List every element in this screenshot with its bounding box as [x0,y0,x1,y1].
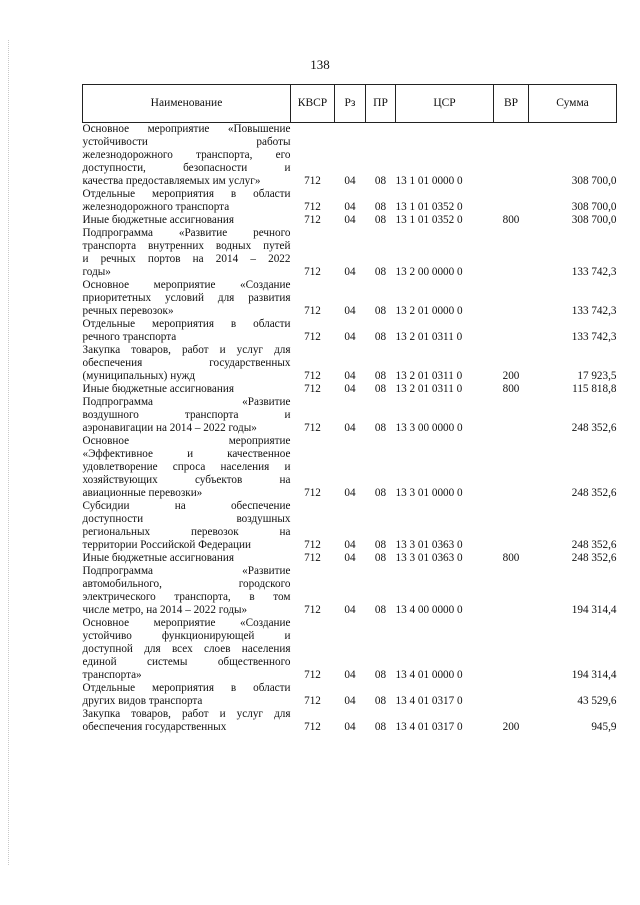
row-vr: 800 [502,383,520,395]
row-vr [494,396,529,435]
row-name-line: Подпрограмма «Развитие [82,565,291,577]
row-vr [494,318,529,344]
row-vr [494,123,529,189]
row-name-line: железнодорожного транспорта, его [82,149,291,161]
row-name-line: Иные бюджетные ассигнования [82,214,234,226]
row-vr: 200 [502,370,520,382]
row-kvsr: 712 [304,552,321,564]
row-name-line: Подпрограмма «Развитие [82,396,291,408]
row-rz: 04 [344,422,356,434]
row-name-line: транспорта внутренних водных путей [82,240,291,252]
row-kvsr: 712 [304,201,321,213]
row-vr [494,617,529,682]
row-name [83,617,291,682]
row-sum: 133 742,3 [571,266,617,278]
row-name [83,279,291,318]
row-vr: 200 [502,721,520,733]
row-name-line: удовлетворение спроса населения и [82,461,291,473]
row-kvsr: 712 [304,695,321,707]
table-row [83,565,617,617]
table-row [83,123,617,189]
table-row [83,383,617,396]
row-csr: 13 4 00 0000 0 [395,604,463,616]
table-row [83,279,617,318]
row-name-line: территории Российской Федерации [82,539,251,551]
row-sum: 133 742,3 [571,331,617,343]
row-rz: 04 [344,721,356,733]
row-name-line: Отдельные мероприятия в области [82,682,291,694]
row-name [83,227,291,279]
header-pr: ПР [366,85,396,123]
row-name [83,123,291,189]
row-name [83,682,291,708]
row-rz: 04 [344,552,356,564]
table-row [83,435,617,500]
row-vr [494,188,529,214]
row-name-line: хозяйствующих субъектов на [82,474,291,486]
row-name [83,318,291,344]
row-sum: 17 923,5 [577,370,617,382]
row-kvsr: 712 [304,370,321,382]
row-pr: 08 [374,214,387,226]
table-row [83,552,617,565]
row-name-line: Закупка товаров, работ и услуг для [82,344,291,356]
row-sum: 308 700,0 [571,175,617,187]
row-pr: 08 [374,552,387,564]
row-csr: 13 3 01 0000 0 [395,487,463,499]
row-name-line: Подпрограмма «Развитие речного [82,227,291,239]
row-kvsr: 712 [304,604,321,616]
row-name [83,708,291,734]
table-row [83,318,617,344]
row-rz: 04 [344,695,356,707]
row-name-line: Отдельные мероприятия в области [82,318,291,330]
row-name-line: электрического транспорта, в том [82,591,291,603]
row-kvsr: 712 [304,669,321,681]
row-name [83,383,291,396]
row-name-line: аэронавигации на 2014 – 2022 годы» [82,422,257,434]
row-name-line: железнодорожного транспорта [82,201,230,213]
row-rz: 04 [344,539,356,551]
row-name-line: годы» [82,266,111,278]
row-pr: 08 [374,669,387,681]
row-name-line: региональных перевозок на [82,526,291,538]
row-vr: 800 [502,214,520,226]
row-kvsr: 712 [304,487,321,499]
row-csr: 13 4 01 0317 0 [395,695,463,707]
header-rz: Рз [335,85,366,123]
row-name-line: Субсидии на обеспечение [82,500,291,512]
row-vr [494,500,529,552]
header-csr: ЦСР [396,85,494,123]
row-rz: 04 [344,266,356,278]
row-name-line: обеспечения государственных [82,721,227,733]
row-pr: 08 [374,539,387,551]
row-name-line: речного транспорта [82,331,177,343]
row-csr: 13 1 01 0352 0 [395,214,463,226]
row-name-line: Основное мероприятие «Создание [82,617,291,629]
header-sum: Сумма [529,85,617,123]
row-pr: 08 [374,201,387,213]
row-sum: 248 352,6 [571,487,617,499]
row-rz: 04 [344,383,356,395]
row-name-line: Отдельные мероприятия в области [82,188,291,200]
row-name-line: (муниципальных) нужд [82,370,196,382]
row-name-line: других видов транспорта [82,695,203,707]
page-number: 138 [310,57,330,72]
row-sum: 115 818,8 [572,383,617,395]
row-rz: 04 [344,604,356,616]
row-pr: 08 [374,487,387,499]
row-sum: 194 314,4 [571,604,617,616]
row-rz: 04 [344,201,356,213]
row-sum: 308 700,0 [571,201,617,213]
header-kvsr: КВСР [291,85,335,123]
budget-table [82,84,617,734]
row-pr: 08 [374,331,387,343]
table-body [83,123,617,735]
row-kvsr: 712 [304,539,321,551]
row-kvsr: 712 [304,175,321,187]
row-vr: 800 [502,552,520,564]
row-vr [494,279,529,318]
row-kvsr: 712 [304,305,321,317]
row-name-line: числе метро, на 2014 – 2022 годы» [82,604,248,616]
row-csr: 13 2 01 0000 0 [395,305,463,317]
row-name [83,552,291,565]
row-csr: 13 3 01 0363 0 [395,552,463,564]
row-vr [494,435,529,500]
row-csr: 13 2 01 0311 0 [395,370,463,382]
row-csr: 13 3 01 0363 0 [395,539,463,551]
row-name-line: Основное мероприятие «Повышение [82,123,291,135]
row-csr: 13 2 00 0000 0 [395,266,463,278]
row-name-line: «Эффективное и качественное [82,448,291,460]
row-rz: 04 [344,487,356,499]
row-csr: 13 2 01 0311 0 [395,331,463,343]
row-name-line: единой системы общественного [82,656,291,668]
row-pr: 08 [374,305,387,317]
table-row [83,344,617,383]
row-sum: 248 352,6 [571,422,617,434]
table-row [83,188,617,214]
table-row [83,682,617,708]
row-csr: 13 4 01 0317 0 [395,721,463,733]
row-csr: 13 4 01 0000 0 [395,669,463,681]
table-row [83,227,617,279]
row-name-line: Основное мероприятие «Создание [82,279,291,291]
row-name [83,214,291,227]
table-row [83,214,617,227]
margin-dotted-line [8,40,9,865]
row-name-line: приоритетных условий для развития [82,292,291,304]
row-sum: 194 314,4 [571,669,617,681]
row-rz: 04 [344,669,356,681]
row-kvsr: 712 [304,331,321,343]
row-vr [494,227,529,279]
row-vr [494,565,529,617]
row-sum: 308 700,0 [571,214,617,226]
row-name-line: устойчиво функционирующей и [82,630,291,642]
row-rz: 04 [344,370,356,382]
row-kvsr: 712 [304,383,321,395]
row-name-line: Иные бюджетные ассигнования [82,383,234,395]
row-name-line: авиационные перевозки» [82,487,203,499]
row-csr: 13 1 01 0352 0 [395,201,463,213]
row-name [83,188,291,214]
row-pr: 08 [374,604,387,616]
row-name [83,396,291,435]
table-header-row [83,85,617,123]
row-name-line: транспорта» [82,669,142,681]
table-row [83,617,617,682]
row-name-line: речных перевозок» [82,305,174,317]
row-pr: 08 [374,175,387,187]
row-sum: 43 529,6 [577,695,617,707]
table-row [83,708,617,734]
row-vr [494,682,529,708]
row-name [83,344,291,383]
row-name-line: устойчивости работы [82,136,291,148]
row-sum: 945,9 [591,721,617,733]
row-name-line: Основное мероприятие [82,435,291,447]
row-name-line: обеспечения государственных [82,357,291,369]
row-name-line: Закупка товаров, работ и услуг для [82,708,291,720]
header-name: Наименование [83,85,291,123]
row-pr: 08 [374,422,387,434]
row-name [83,435,291,500]
row-name-line: Иные бюджетные ассигнования [82,552,234,564]
row-name-line: и речных портов на 2014 – 2022 [82,253,291,265]
row-name-line: качества предоставляемых им услуг» [82,175,261,187]
row-pr: 08 [374,721,387,733]
row-kvsr: 712 [304,422,321,434]
row-sum: 248 352,6 [571,552,617,564]
row-csr: 13 1 01 0000 0 [395,175,463,187]
row-rz: 04 [344,214,356,226]
table-row [83,396,617,435]
row-pr: 08 [374,695,387,707]
row-pr: 08 [374,383,387,395]
row-kvsr: 712 [304,266,321,278]
row-pr: 08 [374,266,387,278]
row-csr: 13 3 00 0000 0 [395,422,463,434]
row-name-line: доступности, безопасности и [82,162,291,174]
row-sum: 248 352,6 [571,539,617,551]
row-kvsr: 712 [304,721,321,733]
row-kvsr: 712 [304,214,321,226]
header-vr: ВР [494,85,529,123]
row-name-line: воздушного транспорта и [82,409,291,421]
row-csr: 13 2 01 0311 0 [395,383,463,395]
row-name [83,500,291,552]
row-name-line: автомобильного, городского [82,578,291,590]
row-rz: 04 [344,175,356,187]
row-rz: 04 [344,305,356,317]
row-name-line: доступности воздушных [82,513,291,525]
row-name-line: доступной для всех слоев населения [82,643,291,655]
row-pr: 08 [374,370,387,382]
row-name [83,565,291,617]
row-rz: 04 [344,331,356,343]
row-sum: 133 742,3 [571,305,617,317]
table-row [83,500,617,552]
